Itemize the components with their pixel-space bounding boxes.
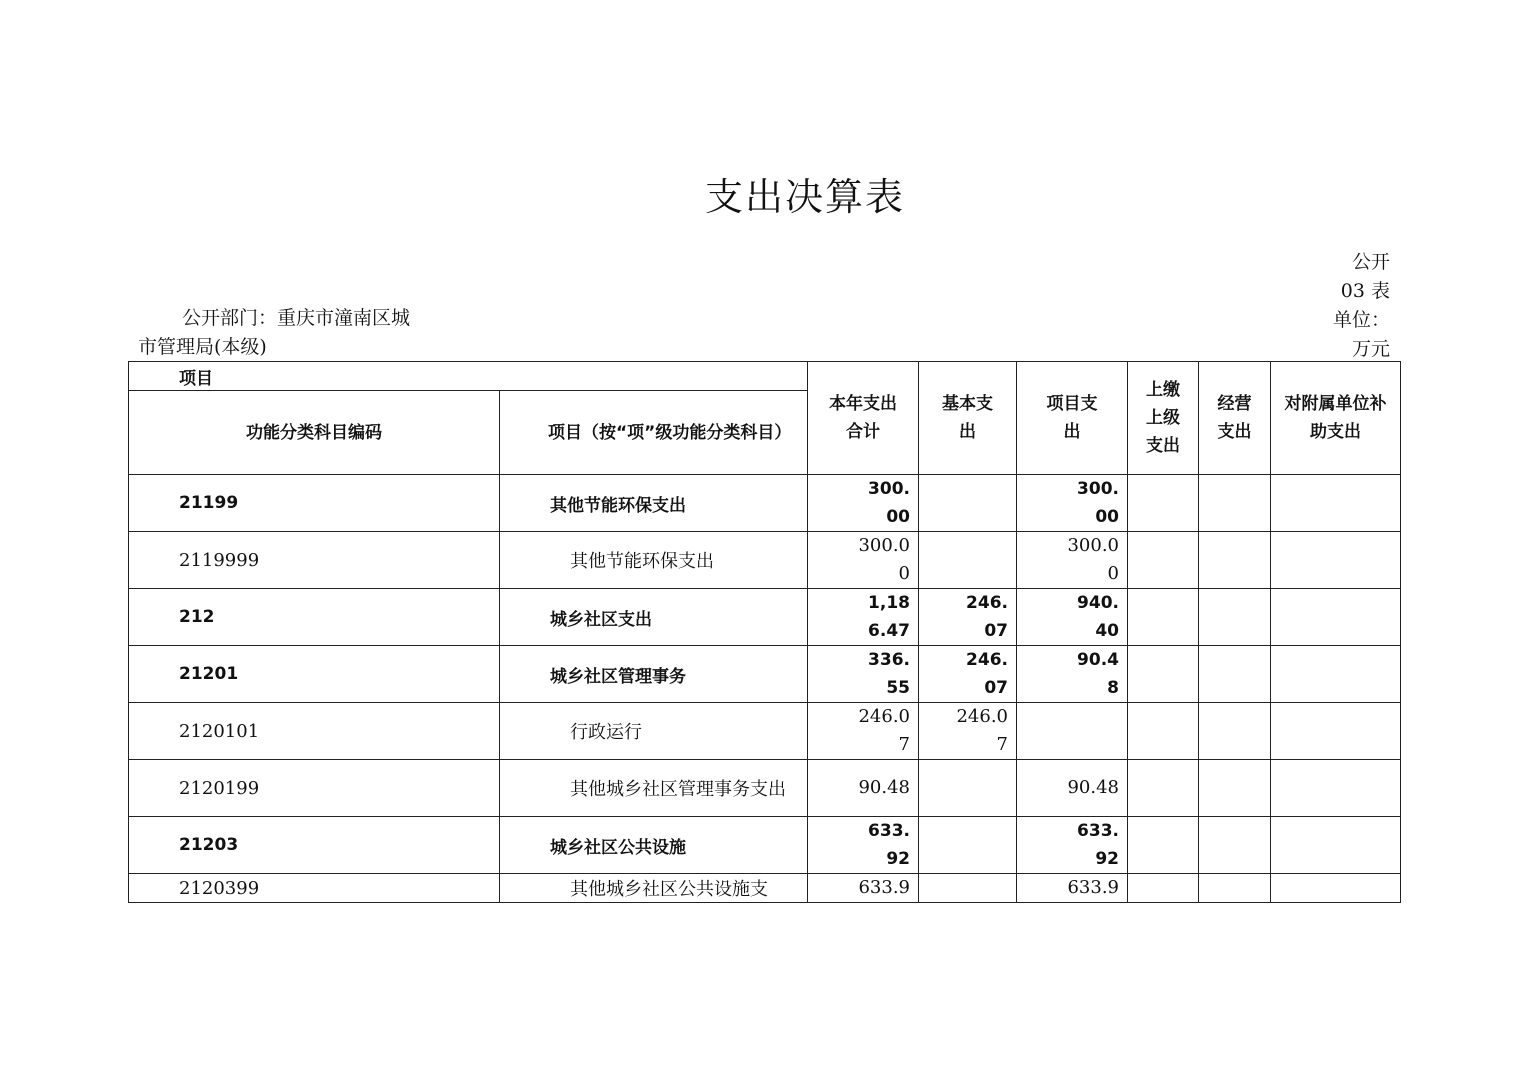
row-code: 2119999 [129,532,500,589]
header-project: 项目 [129,362,808,391]
row-upper [1128,475,1199,532]
row-project [1017,874,1128,903]
row-upper [1128,703,1199,760]
table-body [129,475,1401,903]
row-total-value: 633.9 [858,877,910,898]
row-business [1199,589,1271,646]
department-line1: 公开部门：重庆市潼南区城 [182,307,411,329]
row-basic [919,589,1017,646]
row-subsidy [1271,703,1401,760]
row-total [808,646,919,703]
header-business-label: 经营支出 [1217,394,1252,442]
row-code: 2120399 [129,874,500,903]
row-total-value: 246.07 [858,706,910,755]
row-business [1199,874,1271,903]
row-business [1199,760,1271,817]
row-upper [1128,589,1199,646]
row-basic-value: 246.07 [966,593,1008,641]
row-name: 行政运行 [500,703,808,760]
row-subsidy [1271,475,1401,532]
row-total-value: 336.55 [868,650,910,698]
row-name: 其他城乡社区管理事务支出 [500,760,808,817]
table-row [129,532,1401,589]
expenditure-table [128,361,1401,903]
row-project-value: 90.48 [1077,650,1119,698]
header-basic-label: 基本支出 [942,394,993,442]
row-project-value: 90.48 [1067,777,1119,798]
row-upper [1128,817,1199,874]
row-business [1199,703,1271,760]
table-row [129,760,1401,817]
header-project-exp [1017,362,1128,475]
row-basic [919,760,1017,817]
row-project [1017,703,1128,760]
form-meta [1333,248,1390,364]
form-number-line1: 公开 [1351,251,1390,273]
form-number-line2: 03 表 [1340,280,1390,302]
row-name: 其他节能环保支出 [500,475,808,532]
row-business [1199,475,1271,532]
header-subsidy [1271,362,1401,475]
row-total-value: 300.00 [868,479,910,527]
row-total-value: 633.92 [868,821,910,869]
header-total-label: 本年支出合计 [829,394,897,442]
row-upper [1128,532,1199,589]
row-basic [919,817,1017,874]
header-upper-label: 上缴上级支出 [1146,380,1180,456]
row-code: 21201 [129,646,500,703]
row-upper [1128,760,1199,817]
row-total-value: 1,186.47 [868,593,910,641]
row-project-value: 300.00 [1077,479,1119,527]
row-project-value: 940.40 [1077,593,1119,641]
table-row [129,475,1401,532]
row-project-value: 633.92 [1077,821,1119,869]
row-code: 2120101 [129,703,500,760]
department-line2: 市管理局(本级) [138,336,267,358]
row-project-value: 633.9 [1067,877,1119,898]
header-row-top [129,362,1401,391]
row-name: 城乡社区公共设施 [500,817,808,874]
row-basic [919,703,1017,760]
row-subsidy [1271,817,1401,874]
row-business [1199,646,1271,703]
row-subsidy [1271,760,1401,817]
row-subsidy [1271,532,1401,589]
row-project [1017,817,1128,874]
row-total-value: 300.00 [858,535,910,584]
row-project [1017,532,1128,589]
header-upper [1128,362,1199,475]
row-project-value: 300.00 [1067,535,1119,584]
page-title: 支出决算表 [704,175,905,219]
row-business [1199,817,1271,874]
row-total [808,817,919,874]
row-subsidy [1271,874,1401,903]
row-code: 212 [129,589,500,646]
table-row [129,874,1401,903]
row-basic-value: 246.07 [956,706,1008,755]
row-total [808,703,919,760]
header-code: 功能分类科目编码 [129,391,500,475]
row-name: 其他城乡社区公共设施支 [500,874,808,903]
row-total [808,760,919,817]
row-total [808,532,919,589]
table-row [129,817,1401,874]
table-row [129,589,1401,646]
row-name: 城乡社区支出 [500,589,808,646]
row-project [1017,475,1128,532]
unit-label: 单位： [1332,309,1390,331]
header-basic [919,362,1017,475]
row-code: 2120199 [129,760,500,817]
header-subsidy-label: 对附属单位补助支出 [1284,394,1387,442]
row-code: 21199 [129,475,500,532]
header-name [500,391,808,475]
table-row [129,703,1401,760]
row-total [808,475,919,532]
row-basic [919,532,1017,589]
row-subsidy [1271,589,1401,646]
row-basic-value: 246.07 [966,650,1008,698]
department-info [138,304,458,362]
header-total [808,362,919,475]
row-total [808,874,919,903]
header-project-exp-label: 项目支出 [1046,394,1098,442]
row-project [1017,760,1128,817]
row-basic [919,646,1017,703]
row-name: 其他节能环保支出 [500,532,808,589]
row-basic [919,874,1017,903]
row-code: 21203 [129,817,500,874]
row-name: 城乡社区管理事务 [500,646,808,703]
header-business [1199,362,1271,475]
row-subsidy [1271,646,1401,703]
row-project [1017,646,1128,703]
header-name-label: 项目（按“项”级功能分类科目） [548,422,792,443]
row-upper [1128,646,1199,703]
row-upper [1128,874,1199,903]
row-basic [919,475,1017,532]
row-project [1017,589,1128,646]
row-total-value: 90.48 [858,777,910,798]
row-business [1199,532,1271,589]
unit-value: 万元 [1351,338,1390,360]
row-total [808,589,919,646]
table-row [129,646,1401,703]
